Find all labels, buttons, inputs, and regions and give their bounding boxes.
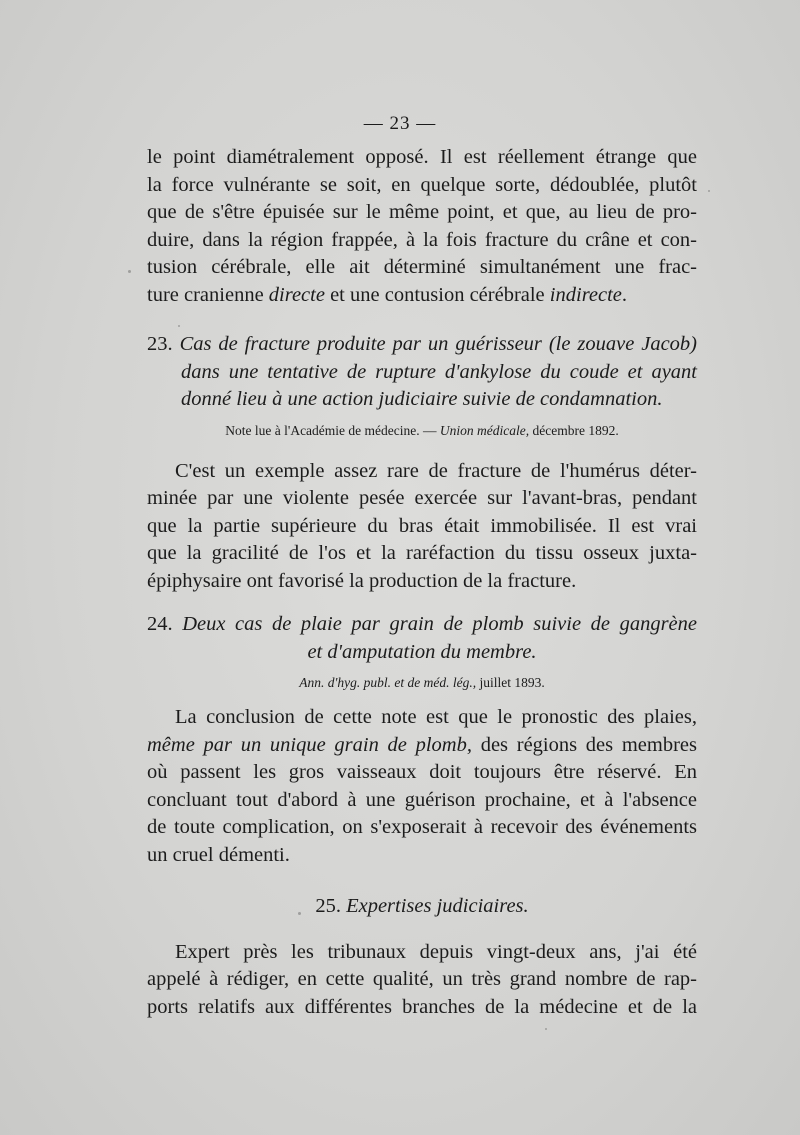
body-line: ports relatifs aux différentes branches de la médecine et de la bbox=[147, 995, 697, 1018]
body-line: La conclusion de cette note est que le pronostic des plaies, bbox=[175, 706, 697, 728]
italic-directe: directe bbox=[268, 283, 325, 306]
section-23-reference-note: Note lue à l'Académie de médecine. — Union médicale, décembre 1892. bbox=[225, 422, 619, 438]
section-25-heading bbox=[147, 893, 697, 921]
section-25-title-line: 25. Expertises judiciaires. bbox=[315, 895, 529, 917]
intro-last-line: ture cranienne directe et une contusion cérébrale indirecte. bbox=[147, 283, 628, 306]
section-number: 24. bbox=[147, 613, 173, 635]
body-line: de toute complication, on s'exposerait à recevoir des événements bbox=[147, 816, 697, 838]
intro-paragraph bbox=[147, 144, 697, 309]
section-23-body bbox=[147, 458, 697, 596]
section-23-title-line: dans une tentative de rupture d'ankylose du coude et ayant bbox=[181, 360, 697, 383]
body-line: où passent les gros vaisseaux doit toujours être réservé. En bbox=[147, 761, 697, 783]
body-line: même par un unique grain de plomb, des régions des membres bbox=[147, 733, 697, 756]
body-line: Expert près les tribunaux depuis vingt-deux ans, j'ai été bbox=[175, 940, 697, 963]
section-24-body bbox=[147, 704, 697, 869]
body-line: épiphysaire ont favorisé la production de la fracture. bbox=[147, 569, 577, 592]
body-line: que la gracilité de l'os et la raréfaction du tissu osseux juxta- bbox=[147, 542, 697, 564]
section-number: 25. bbox=[315, 895, 341, 917]
body-line: minée par une violente pesée exercée sur l'avant-bras, pendant bbox=[147, 487, 697, 509]
section-23-heading bbox=[147, 331, 697, 414]
intro-line: tusion cérébrale, elle ait déterminé simultanément une frac- bbox=[147, 256, 697, 278]
intro-line: le point diamétralement opposé. Il est réellement étrange que bbox=[147, 146, 697, 168]
section-25-body bbox=[147, 939, 697, 1022]
intro-line: duire, dans la région frappée, à la fois fracture du crâne et con- bbox=[147, 228, 697, 251]
body-line: que la partie supérieure du bras était immobilisée. Il est vrai bbox=[147, 514, 697, 537]
section-24-heading bbox=[147, 611, 697, 666]
section-24-title-line: 24. Deux cas de plaie par grain de plomb suivie de gangrène bbox=[147, 613, 697, 635]
body-line: un cruel démenti. bbox=[147, 843, 290, 866]
paper-speck bbox=[545, 1028, 547, 1030]
section-24-title-line: et d'amputation du membre. bbox=[307, 640, 537, 663]
intro-line: que de s'être épuisée sur le même point, et que, au lieu de pro- bbox=[147, 201, 697, 223]
body-line: appelé à rédiger, en cette qualité, un très grand nombre de rap- bbox=[147, 968, 697, 990]
italic-indirecte: indirecte bbox=[549, 283, 622, 306]
section-23-title-line: 23. Cas de fracture produite par un guérisseur (le zouave Jacob) bbox=[147, 333, 697, 355]
paper-speck bbox=[178, 325, 180, 327]
section-23-title-line: donné lieu à une action judiciaire suivie de condamnation. bbox=[181, 388, 663, 410]
body-line: concluant tout d'abord à une guérison prochaine, et à l'absence bbox=[147, 788, 697, 811]
paper-speck bbox=[298, 912, 301, 915]
page-number: — 23 — bbox=[363, 113, 437, 134]
section-number: 23. bbox=[147, 333, 173, 355]
body-line: C'est un exemple assez rare de fracture de l'humérus déter- bbox=[175, 459, 697, 482]
paper-speck bbox=[708, 190, 710, 192]
intro-line: la force vulnérante se soit, en quelque sorte, dédoublée, plutôt bbox=[147, 173, 697, 196]
paper-speck bbox=[128, 270, 131, 273]
text-column bbox=[147, 144, 697, 1021]
section-24-reference-note: Ann. d'hyg. publ. et de méd. lég., juillet 1893. bbox=[299, 675, 545, 690]
